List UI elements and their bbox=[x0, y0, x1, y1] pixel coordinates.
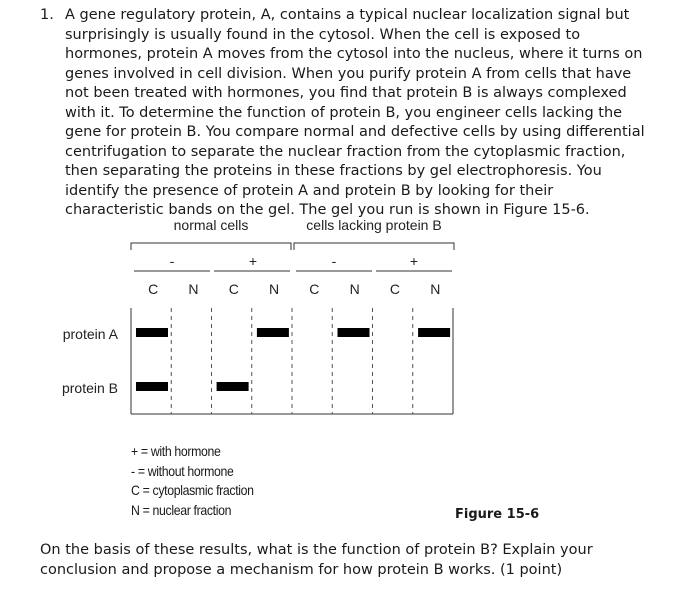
condition-label: + bbox=[409, 253, 419, 269]
lane-letters bbox=[148, 281, 440, 297]
condition-label: - bbox=[169, 253, 175, 269]
gel-band bbox=[136, 328, 168, 337]
lane-label: C bbox=[228, 281, 239, 297]
condition-label: - bbox=[331, 253, 337, 269]
gel-band bbox=[136, 382, 168, 391]
figure-legend bbox=[131, 442, 254, 520]
lane-label: N bbox=[349, 281, 360, 297]
lane-label: N bbox=[430, 281, 441, 297]
lane-label: N bbox=[268, 281, 280, 297]
gel-band bbox=[338, 328, 370, 337]
condition-label: + bbox=[248, 253, 258, 269]
gel-band bbox=[257, 328, 289, 337]
lane-label: C bbox=[389, 281, 401, 297]
question-text: A gene regulatory protein, A, contains a typical nuclear localization signal but surprisingly is usually found in the cytosol. When the cell is exposed to hormones, protein A moves from the cytosol into the nucleus, where it turns on genes involved in cell division. When you purify protein A from cells that have not been treated with hormones, you find that protein B is always complexed with it. To determine the function of protein B, you engineer cells lacking the gene for protein B. You compare normal and defective cells by using differential centrifugation to separate the nuclear fraction from the cytoplasmic fraction, then separating the proteins in these fractions by gel electrophoresis. You identify the presence of protein A and protein B by looking for their characteristic bands on the gel. The gel you run is shown in Figure 15-6. bbox=[65, 7, 645, 218]
lane-label: N bbox=[188, 281, 199, 297]
figure-caption: Figure 15-6 bbox=[455, 507, 540, 522]
group-label-lacking-b: cells lacking protein B bbox=[306, 217, 442, 233]
lane-label: C bbox=[148, 281, 159, 297]
legend-item: + = with hormone bbox=[131, 443, 221, 459]
row-label-protein-b: protein B bbox=[61, 380, 118, 396]
group-label-normal: normal cells bbox=[173, 217, 249, 233]
followup-question: On the basis of these results, what is the function of protein B? Explain your conclusion and propose a mechanism for how protein B works. (1 point) bbox=[40, 542, 593, 578]
group-bracket-normal bbox=[131, 243, 291, 250]
legend-item: N = nuclear fraction bbox=[131, 501, 232, 518]
lane-dividers bbox=[171, 308, 413, 414]
row-label-protein-a: protein A bbox=[62, 326, 118, 342]
gel-band bbox=[418, 328, 450, 337]
legend-item: - = without hormone bbox=[131, 462, 234, 479]
group-bracket-lacking-b bbox=[294, 243, 454, 250]
question-number: 1. bbox=[40, 7, 54, 23]
gel-band bbox=[217, 382, 249, 391]
legend-item: C = cytoplasmic fraction bbox=[131, 482, 254, 498]
gel-bands bbox=[136, 328, 450, 391]
lane-label: C bbox=[309, 281, 320, 297]
